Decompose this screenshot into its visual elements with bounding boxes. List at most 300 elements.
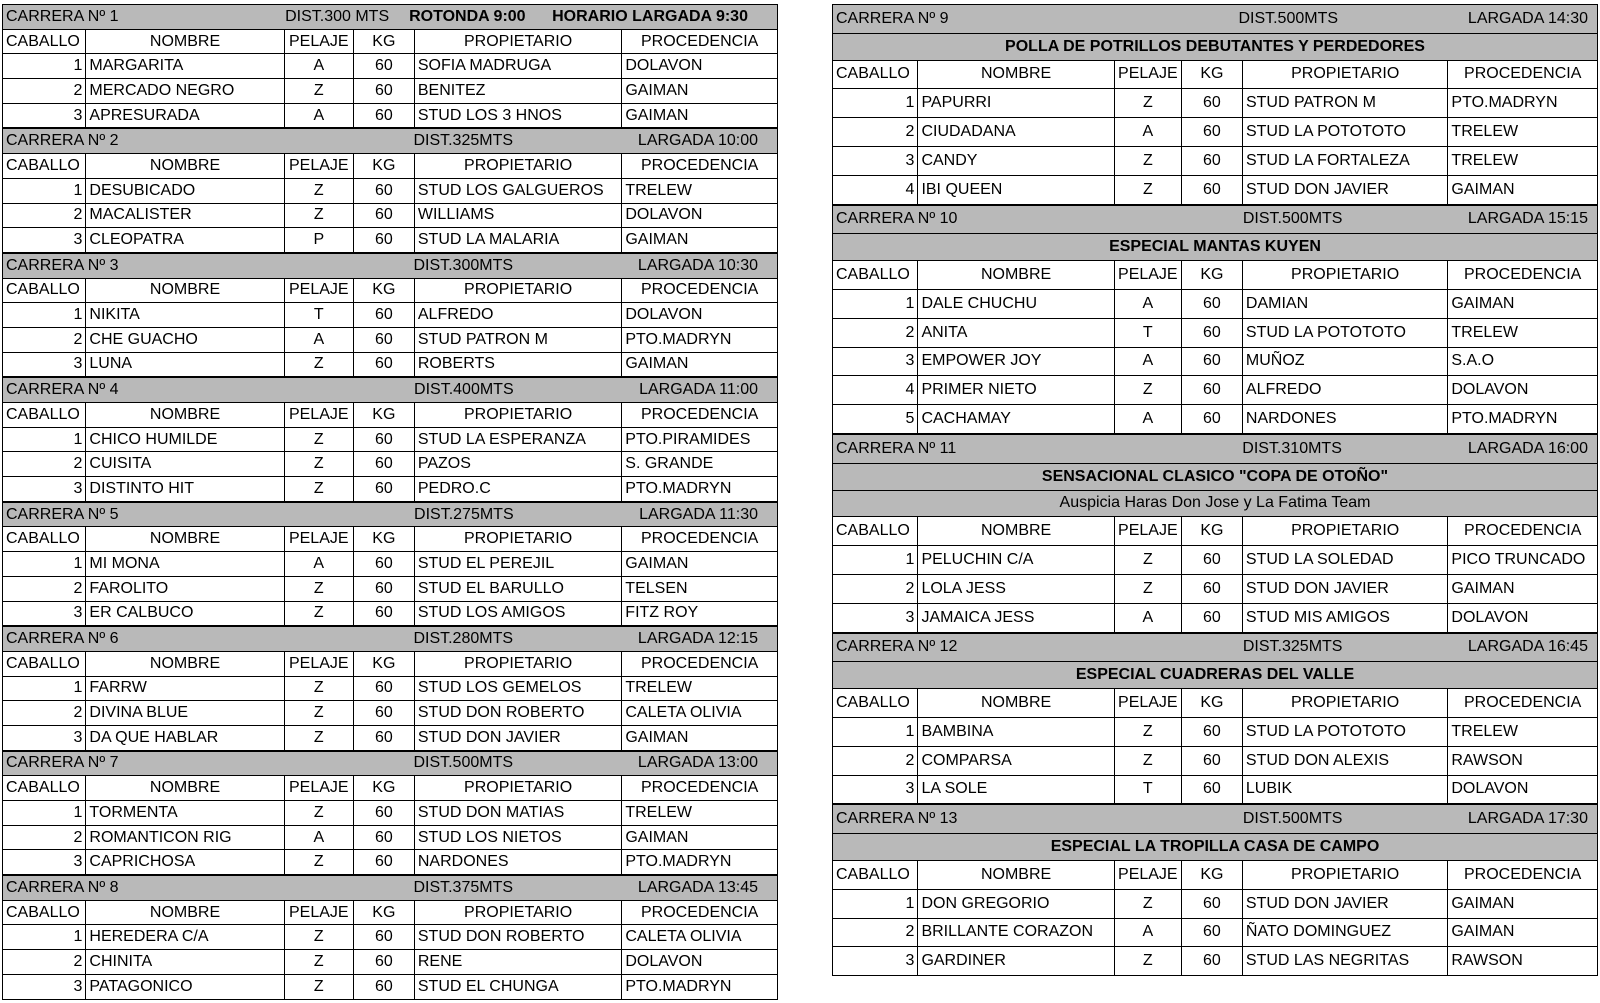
horse-row [3,178,778,203]
horse-number: 3 [3,103,86,128]
race-header-cell [833,434,1598,463]
race-header [3,5,778,30]
horse-row [3,327,778,352]
horse-name: FARRW [86,676,284,701]
horse-coat: Z [1114,146,1181,175]
horse-row [3,427,778,452]
horse-origin: TRELEW [622,676,778,701]
horse-coat: Z [284,79,353,104]
horse-name: APRESURADA [86,103,284,128]
column-header: PROPIETARIO [414,154,621,179]
race-header-cell [833,633,1598,662]
horse-origin: S.A.O [1448,347,1598,376]
horse-name: PRIMER NIETO [918,376,1114,405]
horse-name: EMPOWER JOY [918,347,1114,376]
race-title: CARRERA Nº 12 [836,638,958,656]
horse-number: 1 [833,717,918,746]
race-header-content [836,211,1594,227]
horse-row [833,889,1598,918]
horse-number: 1 [833,546,918,575]
horse-coat: A [284,552,353,577]
horse-owner: STUD EL BARULLO [414,576,621,601]
horse-coat: Z [284,974,353,999]
horse-row [833,347,1598,376]
horse-origin: PTO.MADRYN [1448,89,1598,118]
horse-name: PELUCHIN C/A [918,546,1114,575]
horse-origin: GAIMAN [1448,574,1598,603]
column-header: PROCEDENCIA [622,154,778,179]
horse-origin: GAIMAN [622,725,778,750]
race-start-time: LARGADA 17:30 [1467,810,1588,828]
column-header-row [3,154,778,179]
race-header-content [6,755,774,771]
race-header-content [6,258,774,274]
horse-row [833,405,1598,434]
race-header-cell [3,876,778,901]
race-header-cell [833,205,1598,234]
horse-weight: 60 [353,452,414,477]
horse-row [833,603,1598,632]
horse-owner: WILLIAMS [414,203,621,228]
horse-name: DON GREGORIO [918,889,1114,918]
race-start-time: LARGADA 16:00 [1467,439,1588,457]
race-start-time: LARGADA 16:45 [1467,638,1588,656]
race-table [2,626,778,750]
horse-origin: PTO.MADRYN [622,327,778,352]
horse-number: 2 [3,79,86,104]
horse-origin: GAIMAN [622,228,778,253]
horse-origin: TRELEW [622,178,778,203]
horse-weight: 60 [1181,347,1242,376]
race-start-time: LARGADA 13:45 [637,878,758,896]
race-distance: DIST.280MTS [413,630,514,648]
horse-row [3,352,778,377]
race-distance: DIST.300 MTS [285,7,390,25]
horse-owner: STUD PATRON M [414,327,621,352]
horse-number: 2 [3,576,86,601]
column-header-row [833,860,1598,889]
race-header [833,434,1598,463]
column-header: PROPIETARIO [1242,60,1447,89]
horse-origin: TELSEN [622,576,778,601]
horse-weight: 60 [353,801,414,826]
column-header: KG [353,278,414,303]
race-header-content [6,507,774,523]
horse-owner: BENITEZ [414,79,621,104]
horse-number: 3 [833,146,918,175]
horse-name: CHICO HUMILDE [86,427,284,452]
column-header: PROCEDENCIA [622,527,778,552]
horse-number: 3 [3,228,86,253]
horse-origin: RAWSON [1448,947,1598,976]
horse-coat: Z [284,701,353,726]
horse-owner: STUD DON ALEXIS [1242,746,1447,775]
horse-coat: Z [284,801,353,826]
race-header-content [6,631,774,647]
horse-coat: Z [1114,746,1181,775]
horse-weight: 60 [353,352,414,377]
race-header [3,751,778,776]
horse-row [3,676,778,701]
column-header: PROCEDENCIA [622,900,778,925]
horse-origin: PTO.MADRYN [622,850,778,875]
horse-origin: CALETA OLIVIA [622,925,778,950]
horse-coat: Z [1114,717,1181,746]
race-header-cell [3,5,778,30]
horse-number: 1 [3,427,86,452]
horse-origin: S. GRANDE [622,452,778,477]
race-header-content [836,639,1594,655]
race-name: POLLA DE POTRILLOS DEBUTANTES Y PERDEDORES [833,33,1598,60]
race-title: CARRERA Nº 8 [6,878,119,896]
horse-coat: A [1114,347,1181,376]
column-header: PELAJE [284,651,353,676]
horse-name: CIUDADANA [918,118,1114,147]
horse-row [833,746,1598,775]
horse-number: 1 [833,889,918,918]
column-header: NOMBRE [86,776,284,801]
horse-owner: ÑATO DOMINGUEZ [1242,918,1447,947]
column-header-row [833,261,1598,290]
horse-weight: 60 [353,974,414,999]
race-header-content [836,811,1594,827]
race-title: CARRERA Nº 2 [6,132,119,150]
race-header-cell [3,751,778,776]
horse-row [833,574,1598,603]
horse-coat: A [284,54,353,79]
column-header: NOMBRE [86,278,284,303]
horse-owner: STUD LA MALARIA [414,228,621,253]
race-name: ESPECIAL CUADRERAS DEL VALLE [833,662,1598,689]
horse-row [3,825,778,850]
horse-name: MERCADO NEGRO [86,79,284,104]
horse-name: PAPURRI [918,89,1114,118]
column-header: PROPIETARIO [414,278,621,303]
column-header: NOMBRE [86,900,284,925]
column-header: PROCEDENCIA [1448,261,1598,290]
column-header: PELAJE [1114,261,1181,290]
column-header: NOMBRE [86,403,284,428]
column-header: PROPIETARIO [414,651,621,676]
column-header: PELAJE [1114,860,1181,889]
horse-row [3,54,778,79]
horse-owner: MUÑOZ [1242,347,1447,376]
race-table [2,377,778,501]
column-header: PROCEDENCIA [1448,517,1598,546]
horse-coat: Z [284,427,353,452]
horse-name: DA QUE HABLAR [86,725,284,750]
race-header [3,627,778,652]
horse-number: 3 [3,850,86,875]
horse-name: CLEOPATRA [86,228,284,253]
column-header: CABALLO [3,403,86,428]
race-name: SENSACIONAL CLASICO "COPA DE OTOÑO" [833,463,1598,490]
horse-coat: Z [1114,889,1181,918]
horse-origin: GAIMAN [622,552,778,577]
column-header: PROCEDENCIA [622,651,778,676]
horse-number: 3 [833,947,918,976]
race-name-row [833,234,1598,261]
horse-owner: STUD LA POTOTOTO [1242,318,1447,347]
horse-row [3,303,778,328]
horse-number: 2 [3,950,86,975]
race-name-row [833,662,1598,689]
horse-name: BRILLANTE CORAZON [918,918,1114,947]
race-header-cell [3,129,778,154]
race-header-cell [3,253,778,278]
race-header-content [6,9,774,25]
horse-coat: Z [284,477,353,502]
horse-owner: LUBIK [1242,775,1447,804]
horse-owner: RENE [414,950,621,975]
column-header: PROCEDENCIA [622,776,778,801]
column-header: NOMBRE [86,154,284,179]
horse-number: 3 [3,477,86,502]
column-header: PELAJE [1114,60,1181,89]
horse-coat: Z [284,725,353,750]
horse-row [3,203,778,228]
horse-owner: STUD PATRON M [1242,89,1447,118]
horse-weight: 60 [353,850,414,875]
horse-row [3,601,778,626]
race-header-cell [3,502,778,527]
horse-coat: Z [284,178,353,203]
horse-number: 1 [3,303,86,328]
horse-weight: 60 [1181,146,1242,175]
horse-number: 2 [3,825,86,850]
horse-row [833,947,1598,976]
horse-origin: TRELEW [1448,318,1598,347]
column-header: PROPIETARIO [414,776,621,801]
horse-number: 3 [833,775,918,804]
horse-owner: PAZOS [414,452,621,477]
column-header: KG [353,900,414,925]
horse-number: 4 [833,175,918,204]
horse-owner: STUD MIS AMIGOS [1242,603,1447,632]
column-header: CABALLO [3,29,86,54]
column-header-row [3,278,778,303]
horse-owner: STUD DON JAVIER [1242,175,1447,204]
horse-owner: STUD DON ROBERTO [414,925,621,950]
race-header [3,253,778,278]
horse-name: MARGARITA [86,54,284,79]
horse-name: ANITA [918,318,1114,347]
column-header: PROPIETARIO [414,527,621,552]
race-header [3,876,778,901]
race-header [833,5,1598,34]
horse-weight: 60 [353,79,414,104]
horse-owner: STUD LOS NIETOS [414,825,621,850]
horse-weight: 60 [1181,775,1242,804]
column-header: PELAJE [1114,689,1181,718]
horse-weight: 60 [353,552,414,577]
horse-coat: Z [1114,546,1181,575]
horse-owner: STUD DON JAVIER [1242,889,1447,918]
column-header: NOMBRE [918,60,1114,89]
horse-weight: 60 [353,950,414,975]
column-header: PROCEDENCIA [622,403,778,428]
horse-owner: STUD DON JAVIER [1242,574,1447,603]
race-table [2,751,778,875]
horse-name: MI MONA [86,552,284,577]
horse-row [833,146,1598,175]
horse-name: CANDY [918,146,1114,175]
race-distance: DIST.300MTS [413,256,514,274]
horse-row [3,103,778,128]
column-header: NOMBRE [86,527,284,552]
column-header: CABALLO [833,60,918,89]
horse-number: 2 [3,203,86,228]
race-header [833,633,1598,662]
horse-weight: 60 [1181,746,1242,775]
horse-coat: Z [1114,376,1181,405]
race-distance: DIST.275MTS [414,505,514,523]
horse-name: BAMBINA [918,717,1114,746]
horse-number: 1 [833,89,918,118]
column-header: PROCEDENCIA [622,29,778,54]
horse-origin: TRELEW [1448,118,1598,147]
column-header-row [3,527,778,552]
horse-owner: STUD LA ESPERANZA [414,427,621,452]
column-header: PROPIETARIO [1242,261,1447,290]
horse-row [3,552,778,577]
race-title: CARRERA Nº 1 [6,7,119,25]
race-table [2,875,778,999]
horse-number: 2 [833,746,918,775]
horse-weight: 60 [353,327,414,352]
horse-weight: 60 [353,576,414,601]
horse-row [833,918,1598,947]
horse-coat: A [1114,918,1181,947]
horse-number: 1 [3,552,86,577]
horse-origin: PTO.MADRYN [1448,405,1598,434]
horse-origin: GAIMAN [622,103,778,128]
race-distance: DIST.310MTS [1242,439,1342,457]
race-table [832,434,1598,633]
horse-coat: A [1114,289,1181,318]
horse-owner: NARDONES [1242,405,1447,434]
horse-owner: ALFREDO [414,303,621,328]
horse-name: TORMENTA [86,801,284,826]
horse-origin: GAIMAN [622,79,778,104]
column-header: PROPIETARIO [1242,689,1447,718]
race-header-content [6,382,774,398]
horse-coat: Z [284,925,353,950]
horse-owner: ROBERTS [414,352,621,377]
horse-number: 2 [3,327,86,352]
horse-weight: 60 [1181,717,1242,746]
horse-row [833,376,1598,405]
column-header: PROPIETARIO [1242,517,1447,546]
horse-weight: 60 [1181,318,1242,347]
race-distance: DIST.400MTS [414,381,514,399]
horse-number: 3 [3,352,86,377]
horse-origin: DOLAVON [1448,775,1598,804]
column-header-row [3,29,778,54]
horse-row [833,546,1598,575]
race-title: CARRERA Nº 5 [6,505,119,523]
race-name-row [833,33,1598,60]
horse-coat: P [284,228,353,253]
column-header: CABALLO [833,689,918,718]
horse-number: 2 [3,452,86,477]
column-header: PROPIETARIO [414,29,621,54]
horse-owner: STUD LOS AMIGOS [414,601,621,626]
column-header: KG [353,403,414,428]
horse-coat: Z [284,601,353,626]
horse-origin: DOLAVON [622,54,778,79]
race-table [2,4,778,128]
column-header: CABALLO [3,651,86,676]
horse-name: GARDINER [918,947,1114,976]
horse-origin: GAIMAN [1448,175,1598,204]
horse-number: 3 [833,603,918,632]
column-header: PELAJE [284,154,353,179]
horse-weight: 60 [1181,376,1242,405]
horse-weight: 60 [1181,118,1242,147]
horse-weight: 60 [1181,289,1242,318]
race-rotonda: ROTONDA 9:00 [409,7,526,25]
horse-name: ER CALBUCO [86,601,284,626]
race-table [832,804,1598,976]
horse-owner: STUD LA POTOTOTO [1242,717,1447,746]
horse-origin: DOLAVON [622,950,778,975]
horse-number: 1 [3,676,86,701]
race-distance: DIST.500MTS [1238,9,1339,27]
horse-row [3,801,778,826]
horse-name: ROMANTICON RIG [86,825,284,850]
column-header: PROCEDENCIA [1448,689,1598,718]
race-header [3,129,778,154]
column-header: KG [353,527,414,552]
horse-name: JAMAICA JESS [918,603,1114,632]
race-distance: DIST.500MTS [1242,210,1343,228]
horse-number: 1 [3,54,86,79]
column-header: PELAJE [284,776,353,801]
horse-row [3,477,778,502]
race-distance: DIST.375MTS [413,878,514,896]
race-header-content [836,441,1594,457]
horse-origin: GAIMAN [1448,889,1598,918]
horse-number: 2 [833,918,918,947]
horse-owner: NARDONES [414,850,621,875]
race-name: ESPECIAL LA TROPILLA CASA DE CAMPO [833,834,1598,861]
horse-row [833,775,1598,804]
column-header-row [833,517,1598,546]
horse-coat: A [1114,603,1181,632]
horse-number: 5 [833,405,918,434]
column-header: NOMBRE [918,261,1114,290]
horse-coat: Z [1114,947,1181,976]
race-table [832,4,1598,205]
horse-weight: 60 [1181,947,1242,976]
horse-weight: 60 [1181,175,1242,204]
horse-name: LOLA JESS [918,574,1114,603]
horse-weight: 60 [353,303,414,328]
horse-weight: 60 [353,825,414,850]
horse-row [3,725,778,750]
column-header: CABALLO [3,900,86,925]
horse-coat: A [1114,118,1181,147]
horse-owner: STUD DON JAVIER [414,725,621,750]
horse-name: DALE CHUCHU [918,289,1114,318]
race-table [832,205,1598,434]
column-header-row [833,689,1598,718]
race-distance: DIST.500MTS [1242,810,1343,828]
horse-weight: 60 [1181,405,1242,434]
race-title: CARRERA Nº 13 [836,810,958,828]
horse-number: 1 [833,289,918,318]
